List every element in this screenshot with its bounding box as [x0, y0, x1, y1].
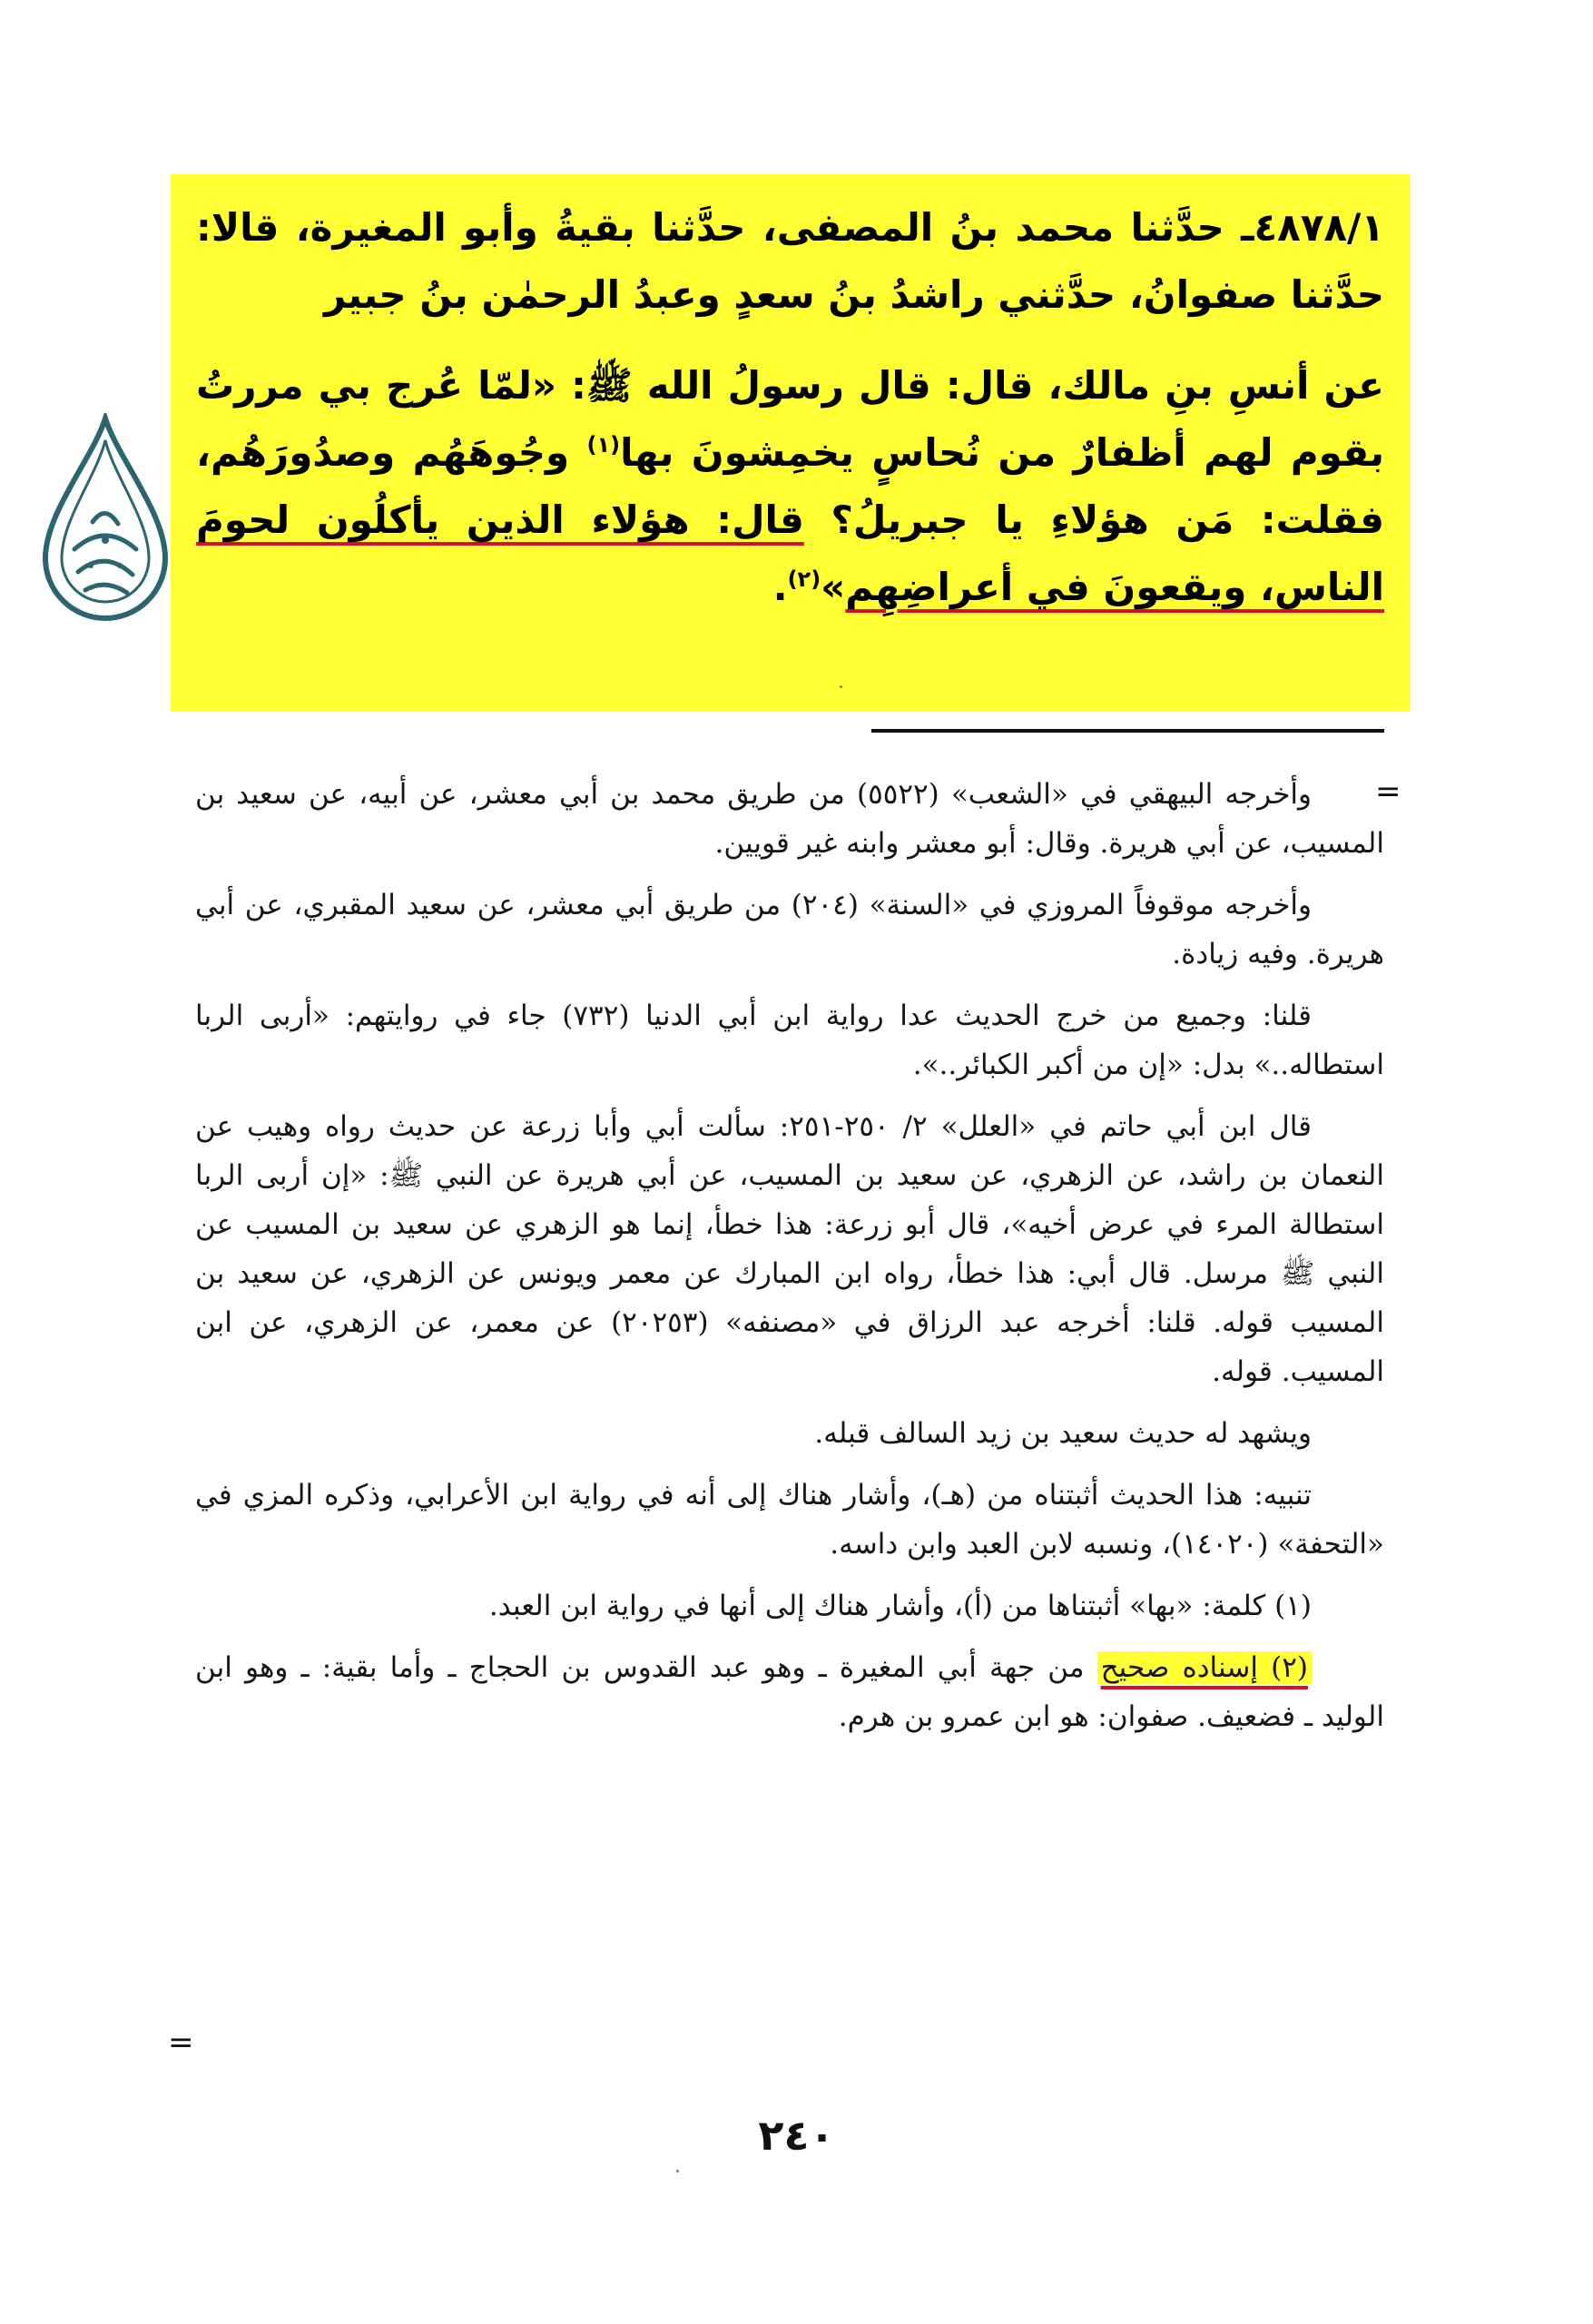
footnote-separator-rule	[871, 729, 1384, 733]
matn-end: .	[772, 565, 788, 609]
footnote-ref-2[interactable]: (٢)	[787, 566, 821, 592]
scan-speck	[840, 685, 842, 688]
note-paragraph: ويشهد له حديث سعيد بن زيد السالف قبله.	[814, 1417, 1312, 1450]
note-paragraph: تنبيه: هذا الحديث أثبتناه من (هـ)، وأشار هناك إلى أنه في رواية ابن الأعرابي، وذكره المزي في «التحفة» (١٤٠٢٠)، ونسبه لابن العبد وابن داسه.	[195, 1479, 1384, 1561]
note-paragraph: قلنا: وجميع من خرج الحديث عدا رواية ابن أبي الدنيا (٧٣٢) جاء في روايتهم: «أربى الربا استطاله..» بدل: «إن من أكبر الكبائر..».	[195, 1000, 1384, 1081]
continuation-mark-top: =	[1375, 773, 1401, 810]
footnote-2	[195, 1643, 1384, 1741]
footnote-ref-1[interactable]: (١)	[586, 432, 621, 458]
continuation-mark-bottom: =	[168, 2024, 194, 2061]
footnote-2-text: من جهة أبي المغيرة ـ وهو عبد القدوس بن الحجاج ـ وأما بقية: ـ وهو ابن الوليد ـ فضعيف. صفوان: هو ابن عمرو بن هرم.	[195, 1651, 1384, 1733]
seal-drop-shape	[45, 419, 165, 618]
isnad-grade: إسناده صحيح	[1100, 1651, 1258, 1684]
matn-close-quote: »	[821, 565, 846, 609]
page-number: ٢٤٠	[758, 2111, 835, 2160]
hadith-text-block	[171, 174, 1410, 712]
hadith-matn	[196, 352, 1384, 621]
footnote-1: (١) كلمة: «بها» أثبتناها من (أ)، وأشار هناك إلى أنها في رواية ابن العبد.	[488, 1590, 1312, 1622]
hadith-isnad: ٤٨٧٨/١ـ حدَّثنا محمد بنُ المصفى، حدَّثنا بقيةُ وأبو المغيرة، قالا: حدَّثنا صفوانُ، حدَّثني راشدُ بنُ سعدٍ وعبدُ الرحمٰن بنُ جبير	[196, 205, 1384, 317]
footnotes-section	[195, 770, 1384, 1754]
matn-underlined: قال: هؤلاء الذين يأكلُون لحومَ الناس، ويقعونَ في أعراضِهِم	[196, 497, 1384, 609]
note-paragraph: قال ابن أبي حاتم في «العلل» ٢/ ٢٥٠-٢٥١: سألت أبي وأبا زرعة عن حديث رواه وهيب عن النعمان بن راشد، عن الزهري، عن سعيد بن المسيب، عن أبي هريرة عن النبي ﷺ: «إن أربى الربا استطالة المرء في عرض أخيه»، قال أبو زرعة: هذا خطأ، إنما هو الزهري عن سعيد بن المسيب عن النبي ﷺ مرسل. قال أبي: هذا خطأ، رواه ابن المبارك عن معمر ويونس عن الزهري، عن سعيد بن المسيب قوله. قلنا: أخرجه عبد الرزاق في «مصنفه» (٢٠٢٥٣) عن معمر، عن الزهري، عن ابن المسيب. قوله.	[195, 1110, 1384, 1388]
matn-part-1: عن أنسِ بنِ مالك، قال: قال رسولُ الله ﷺ: «لمّا عُرج بي مررتُ بقوم لهم أظفارٌ من نُحاسٍ يخمِشونَ بها	[196, 363, 1384, 475]
seal-logo-icon	[38, 413, 172, 622]
note-paragraph: وأخرجه موقوفاً المروزي في «السنة» (٢٠٤) من طريق أبي معشر، عن سعيد المقبري، عن أبي هريرة. وفيه زيادة.	[195, 889, 1384, 970]
footnote-2-number: (٢)	[1271, 1651, 1308, 1684]
footnote-2-highlight	[1097, 1651, 1312, 1684]
note-paragraph: وأخرجه البيهقي في «الشعب» (٥٥٢٢) من طريق محمد بن أبي معشر، عن أبيه، عن سعيد بن المسيب، عن أبي هريرة. وقال: أبو معشر وابنه غير قويين.	[195, 778, 1384, 860]
scan-speck	[676, 2170, 679, 2172]
matn-part-2: وجُوهَهُم وصدُورَهُم، فقلت: مَن هؤلاءِ يا جبريلُ؟	[196, 430, 1384, 542]
